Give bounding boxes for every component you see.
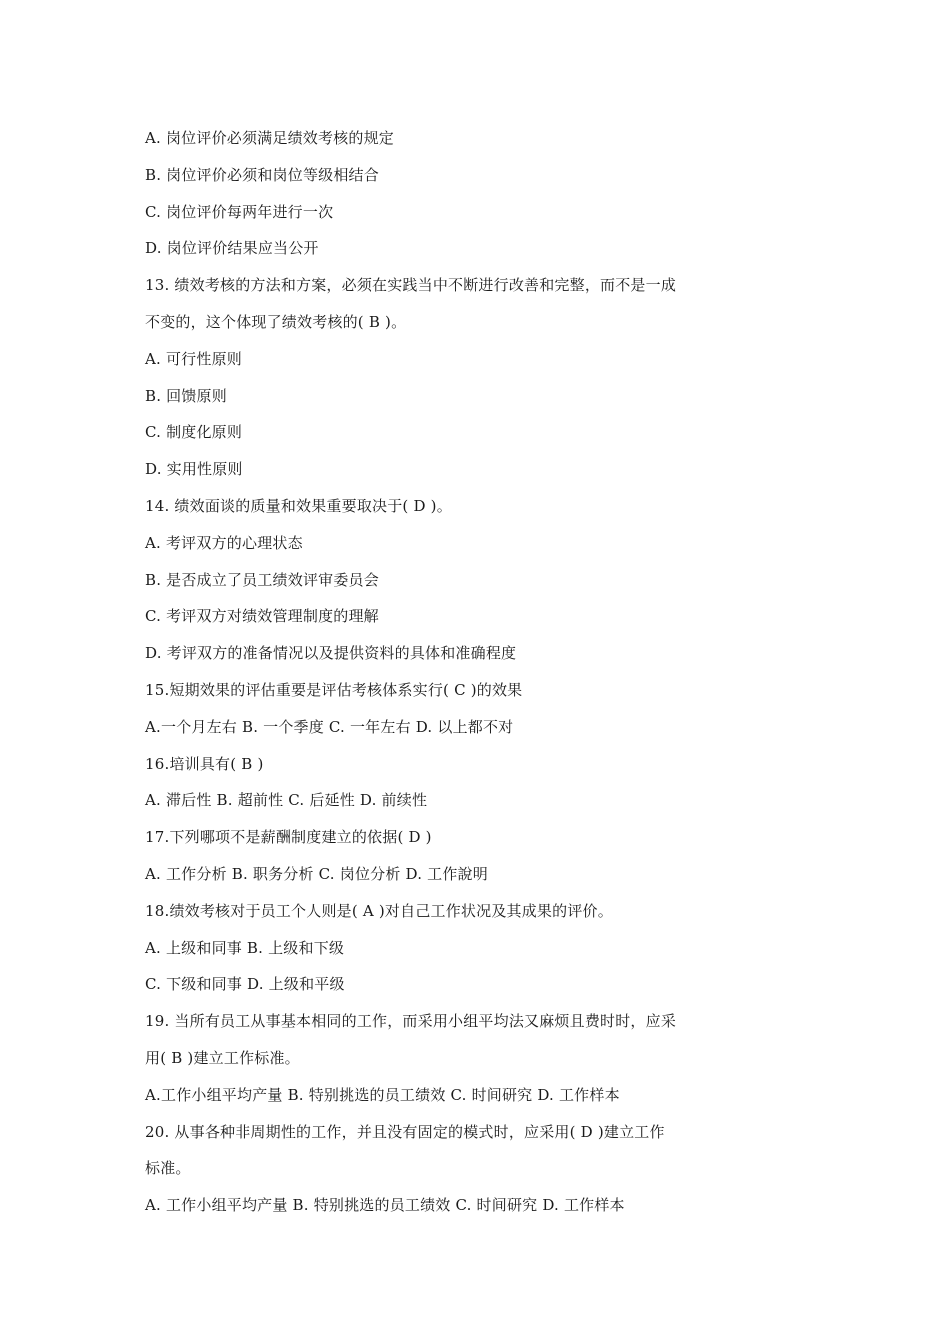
question-15: 15.短期效果的评估重要是评估考核体系实行( C )的效果 (145, 680, 523, 699)
question-14-option-d: D. 考评双方的准备情况以及提供资料的具体和准确程度 (145, 644, 517, 663)
question-13-option-b: B. 回馈原则 (145, 386, 227, 405)
question-13-option-a: A. 可行性原则 (145, 349, 242, 368)
question-14-option-c: C. 考评双方对绩效管理制度的理解 (145, 607, 379, 626)
question-15-options: A.一个月左右 B. 一个季度 C. 一年左右 D. 以上都不对 (145, 717, 514, 736)
option-line-b: B. 岗位评价必须和岗位等级相结合 (145, 165, 379, 184)
option-line-d: D. 岗位评价结果应当公开 (145, 239, 319, 258)
question-19-line-2: 用( B )建立工作标准。 (145, 1048, 300, 1067)
question-20-options: A. 工作小组平均产量 B. 特别挑选的员工绩效 C. 时间研究 D. 工作样本 (145, 1196, 625, 1215)
question-13-option-d: D. 实用性原则 (145, 460, 243, 479)
question-20-line-1: 20. 从事各种非周期性的工作，并且没有固定的模式时，应采用( D )建立工作 (145, 1122, 665, 1141)
question-13-option-c: C. 制度化原则 (145, 423, 243, 442)
document-body (145, 124, 745, 1228)
question-19-options: A.工作小组平均产量 B. 特别挑选的员工绩效 C. 时间研究 D. 工作样本 (145, 1085, 620, 1104)
question-17-options: A. 工作分析 B. 职务分析 C. 岗位分析 D. 工作說明 (145, 864, 488, 883)
question-20-line-2: 标准。 (145, 1159, 191, 1178)
option-line-a: A. 岗位评价必须满足绩效考核的规定 (145, 129, 394, 147)
question-16-options: A. 滞后性 B. 超前性 C. 后延性 D. 前续性 (145, 791, 428, 810)
question-13-line-2: 不变的，这个体现了绩效考核的( B )。 (145, 312, 407, 331)
question-16: 16.培训具有( B ) (145, 754, 264, 773)
question-14-option-a: A. 考评双方的心理状态 (145, 533, 303, 552)
question-18-options-1: A. 上级和同事 B. 上级和下级 (145, 938, 345, 957)
option-line-c: C. 岗位评价每两年进行一次 (145, 202, 334, 221)
question-18: 18.绩效考核对于员工个人则是( A )对自己工作状况及其成果的评价。 (145, 901, 613, 920)
question-18-options-2: C. 下级和同事 D. 上级和平级 (145, 975, 345, 994)
question-19-line-1: 19. 当所有员工从事基本相同的工作，而采用小组平均法又麻烦且费时时，应采 (145, 1012, 677, 1031)
question-17: 17.下列哪项不是薪酬制度建立的依据( D ) (145, 828, 432, 847)
question-14-option-b: B. 是否成立了员工绩效评审委员会 (145, 570, 379, 589)
question-14: 14. 绩效面谈的质量和效果重要取决于( D )。 (145, 496, 452, 515)
question-13-line-1: 13. 绩效考核的方法和方案，必须在实践当中不断进行改善和完整，而不是一成 (145, 276, 677, 295)
